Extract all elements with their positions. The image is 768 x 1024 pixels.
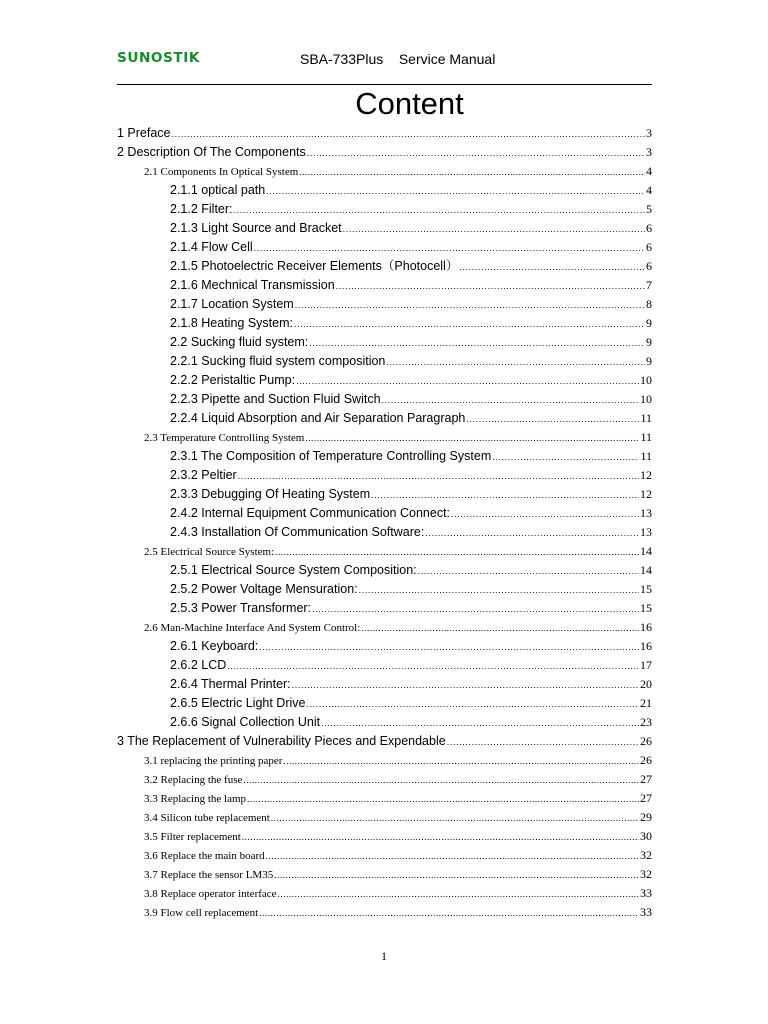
toc-leader-dots — [275, 543, 639, 562]
toc-leader-dots — [266, 182, 645, 201]
toc-leader-dots — [361, 619, 639, 638]
toc-entry-page: 16 — [640, 639, 652, 653]
toc-entry[interactable] — [117, 257, 652, 276]
toc-entry-label: 2.1.5 Photoelectric Receiver Elements（Photocell） — [170, 259, 459, 273]
toc-entry-page: 13 — [640, 525, 652, 539]
toc-entry-label: 3.9 Flow cell replacement — [144, 907, 259, 919]
toc-entry[interactable] — [117, 200, 652, 219]
toc-leader-dots — [451, 505, 639, 524]
toc-entry-page: 9 — [646, 335, 652, 349]
toc-entry-label: 2.6.1 Keyboard: — [170, 639, 259, 653]
toc-leader-dots — [466, 410, 639, 429]
toc-entry-label: 3 The Replacement of Vulnerability Pieces and Expendable — [117, 734, 446, 748]
toc-leader-dots — [271, 809, 639, 828]
toc-leader-dots — [321, 714, 639, 733]
toc-entry[interactable] — [117, 713, 652, 732]
toc-entry[interactable] — [117, 143, 652, 162]
toc-leader-dots — [312, 600, 639, 619]
toc-leader-dots — [294, 315, 645, 334]
toc-entry[interactable] — [117, 827, 652, 846]
toc-leader-dots — [172, 125, 645, 144]
toc-entry-page: 11 — [640, 449, 652, 463]
toc-leader-dots — [266, 847, 639, 866]
toc-entry-page: 7 — [646, 278, 652, 292]
toc-entry-label: 2.2.2 Peristaltic Pump: — [170, 373, 296, 387]
toc-entry-page: 3 — [646, 145, 652, 159]
toc-leader-dots — [299, 163, 645, 182]
toc-entry-label: 2 Description Of The Components — [117, 145, 306, 159]
toc-entry-page: 29 — [640, 810, 652, 824]
toc-entry-page: 4 — [646, 164, 652, 178]
toc-entry[interactable] — [117, 599, 652, 618]
toc-entry-page: 10 — [640, 373, 652, 387]
toc-entry[interactable] — [117, 409, 652, 428]
toc-entry-label: 2.6.5 Electric Light Drive — [170, 696, 306, 710]
toc-entry[interactable] — [117, 580, 652, 599]
toc-entry[interactable] — [117, 675, 652, 694]
toc-entry-label: 2.1.8 Heating System: — [170, 316, 293, 330]
toc-leader-dots — [247, 790, 639, 809]
toc-entry[interactable] — [117, 466, 652, 485]
toc-entry-page: 9 — [646, 354, 652, 368]
toc-entry-page: 17 — [640, 658, 652, 672]
toc-leader-dots — [425, 524, 639, 543]
toc-leader-dots — [306, 695, 639, 714]
toc-entry-page: 33 — [640, 886, 652, 900]
toc-entry[interactable] — [117, 770, 652, 789]
toc-leader-dots — [254, 239, 645, 258]
toc-leader-dots — [382, 391, 639, 410]
page-header — [117, 50, 652, 70]
toc-entry-page: 10 — [640, 392, 652, 406]
toc-entry-label: 2.6.2 LCD — [170, 658, 227, 672]
toc-entry-label: 2.5.2 Power Voltage Mensuration: — [170, 582, 358, 596]
toc-leader-dots — [386, 353, 645, 372]
toc-leader-dots — [292, 676, 639, 695]
toc-entry-page: 20 — [640, 677, 652, 691]
toc-entry-label: 3.2 Replacing the fuse — [144, 774, 243, 786]
toc-entry-page: 23 — [640, 715, 652, 729]
toc-entry-label: 3.4 Silicon tube replacement — [144, 812, 270, 824]
toc-entry-label: 2.4.2 Internal Equipment Communication Connect: — [170, 506, 451, 520]
toc-entry[interactable] — [117, 846, 652, 865]
toc-entry-label: 2.1.6 Mechnical Transmission — [170, 278, 335, 292]
toc-leader-dots — [418, 562, 639, 581]
toc-entry[interactable] — [117, 903, 652, 922]
toc-leader-dots — [371, 486, 639, 505]
toc-entry-label: 1 Preface — [117, 126, 171, 140]
toc-entry-label: 3.8 Replace operator interface — [144, 888, 277, 900]
toc-entry-page: 26 — [640, 753, 652, 767]
sunostik-logo: SUNOSTIK — [117, 51, 200, 66]
toc-entry-page: 6 — [646, 240, 652, 254]
toc-entry[interactable] — [117, 371, 652, 390]
toc-entry-page: 16 — [640, 620, 652, 634]
toc-entry-label: 2.1 Components In Optical System — [144, 166, 299, 178]
toc-leader-dots — [459, 258, 645, 277]
toc-entry[interactable] — [117, 618, 652, 637]
toc-entry[interactable] — [117, 884, 652, 903]
toc-entry-label: 2.3.1 The Composition of Temperature Controlling System — [170, 449, 492, 463]
toc-leader-dots — [259, 638, 639, 657]
toc-leader-dots — [336, 277, 645, 296]
toc-entry[interactable] — [117, 542, 652, 561]
toc-leader-dots — [492, 448, 639, 467]
toc-leader-dots — [307, 144, 645, 163]
toc-entry-label: 3.6 Replace the main board — [144, 850, 265, 862]
toc-entry-label: 2.1.3 Light Source and Bracket — [170, 221, 342, 235]
toc-entry-label: 2.1.2 Filter: — [170, 202, 233, 216]
toc-entry[interactable] — [117, 295, 652, 314]
toc-entry-page: 14 — [640, 563, 652, 577]
toc-entry[interactable] — [117, 732, 652, 751]
toc-entry-label: 2.1.7 Location System — [170, 297, 294, 311]
toc-entry[interactable] — [117, 124, 652, 143]
toc-entry[interactable] — [117, 390, 652, 409]
toc-leader-dots — [238, 467, 639, 486]
toc-entry[interactable] — [117, 352, 652, 371]
toc-entry[interactable] — [117, 333, 652, 352]
toc-entry[interactable] — [117, 865, 652, 884]
toc-entry[interactable] — [117, 656, 652, 675]
toc-entry-page: 5 — [646, 202, 652, 216]
toc-entry[interactable] — [117, 219, 652, 238]
toc-leader-dots — [227, 657, 639, 676]
toc-entry[interactable] — [117, 561, 652, 580]
toc-leader-dots — [295, 296, 645, 315]
toc-entry[interactable] — [117, 428, 652, 447]
toc-leader-dots — [278, 885, 639, 904]
toc-leader-dots — [305, 429, 639, 448]
toc-entry-label: 2.2.1 Sucking fluid system composition — [170, 354, 386, 368]
toc-entry[interactable] — [117, 808, 652, 827]
toc-entry-label: 2.3 Temperature Controlling System — [144, 432, 305, 444]
toc-entry-label: 2.6 Man-Machine Interface And System Control: — [144, 622, 361, 634]
toc-entry[interactable] — [117, 276, 652, 295]
toc-entry[interactable] — [117, 181, 652, 200]
toc-entry[interactable] — [117, 504, 652, 523]
toc-entry-page: 27 — [640, 791, 652, 805]
toc-entry-label: 3.1 replacing the printing paper — [144, 755, 283, 767]
table-of-contents — [117, 124, 652, 922]
toc-entry[interactable] — [117, 238, 652, 257]
toc-entry-page: 15 — [640, 582, 652, 596]
toc-entry-label: 2.5 Electrical Source System: — [144, 546, 275, 558]
toc-entry[interactable] — [117, 447, 652, 466]
toc-entry-page: 6 — [646, 221, 652, 235]
toc-entry-page: 6 — [646, 259, 652, 273]
toc-entry-page: 13 — [640, 506, 652, 520]
toc-leader-dots — [259, 904, 639, 923]
toc-entry-page: 4 — [646, 183, 652, 197]
toc-entry-label: 2.5.3 Power Transformer: — [170, 601, 312, 615]
toc-entry-label: 2.1.4 Flow Cell — [170, 240, 253, 254]
toc-entry[interactable] — [117, 162, 652, 181]
toc-entry-label: 2.3.3 Debugging Of Heating System — [170, 487, 371, 501]
toc-leader-dots — [243, 771, 639, 790]
toc-entry-label: 2.6.4 Thermal Printer: — [170, 677, 291, 691]
toc-leader-dots — [359, 581, 639, 600]
toc-entry-label: 2.5.1 Electrical Source System Composition: — [170, 563, 417, 577]
toc-entry-label: 2.4.3 Installation Of Communication Software: — [170, 525, 425, 539]
toc-leader-dots — [447, 733, 639, 752]
page-heading: Content — [355, 86, 464, 121]
toc-leader-dots — [283, 752, 639, 771]
header-divider — [117, 84, 652, 85]
toc-entry-page: 21 — [640, 696, 652, 710]
toc-entry-page: 30 — [640, 829, 652, 843]
toc-leader-dots — [234, 201, 645, 220]
toc-leader-dots — [309, 334, 645, 353]
toc-entry[interactable] — [117, 485, 652, 504]
toc-entry[interactable] — [117, 523, 652, 542]
toc-entry-page: 11 — [640, 411, 652, 425]
toc-leader-dots — [343, 220, 645, 239]
page-number: 1 — [381, 949, 387, 963]
toc-entry-label: 2.1.1 optical path — [170, 183, 266, 197]
toc-entry-label: 2.2 Sucking fluid system: — [170, 335, 309, 349]
toc-entry-label: 3.5 Filter replacement — [144, 831, 241, 843]
toc-entry-page: 12 — [640, 468, 652, 482]
toc-entry-label: 2.2.3 Pipette and Suction Fluid Switch — [170, 392, 381, 406]
toc-entry-page: 14 — [640, 544, 652, 558]
toc-entry-page: 11 — [640, 430, 652, 444]
toc-entry-label: 3.7 Replace the sensor LM35 — [144, 869, 274, 881]
toc-entry-page: 26 — [640, 734, 652, 748]
toc-entry-label: 3.3 Replacing the lamp — [144, 793, 247, 805]
toc-entry-page: 27 — [640, 772, 652, 786]
toc-entry-page: 9 — [646, 316, 652, 330]
toc-entry-page: 8 — [646, 297, 652, 311]
toc-entry-page: 32 — [640, 848, 652, 862]
toc-leader-dots — [296, 372, 639, 391]
toc-entry-label: 2.3.2 Peltier — [170, 468, 237, 482]
document-title: SBA-733Plus Service Manual — [300, 51, 496, 67]
toc-entry-page: 12 — [640, 487, 652, 501]
toc-entry[interactable] — [117, 751, 652, 770]
toc-entry[interactable] — [117, 789, 652, 808]
toc-entry-label: 2.2.4 Liquid Absorption and Air Separation Paragraph — [170, 411, 466, 425]
toc-entry-page: 32 — [640, 867, 652, 881]
toc-entry-page: 33 — [640, 905, 652, 919]
toc-entry[interactable] — [117, 637, 652, 656]
toc-leader-dots — [274, 866, 639, 885]
toc-entry-page: 15 — [640, 601, 652, 615]
toc-entry-page: 3 — [646, 126, 652, 140]
toc-entry-label: 2.6.6 Signal Collection Unit — [170, 715, 321, 729]
toc-entry[interactable] — [117, 694, 652, 713]
toc-entry[interactable] — [117, 314, 652, 333]
toc-leader-dots — [242, 828, 639, 847]
